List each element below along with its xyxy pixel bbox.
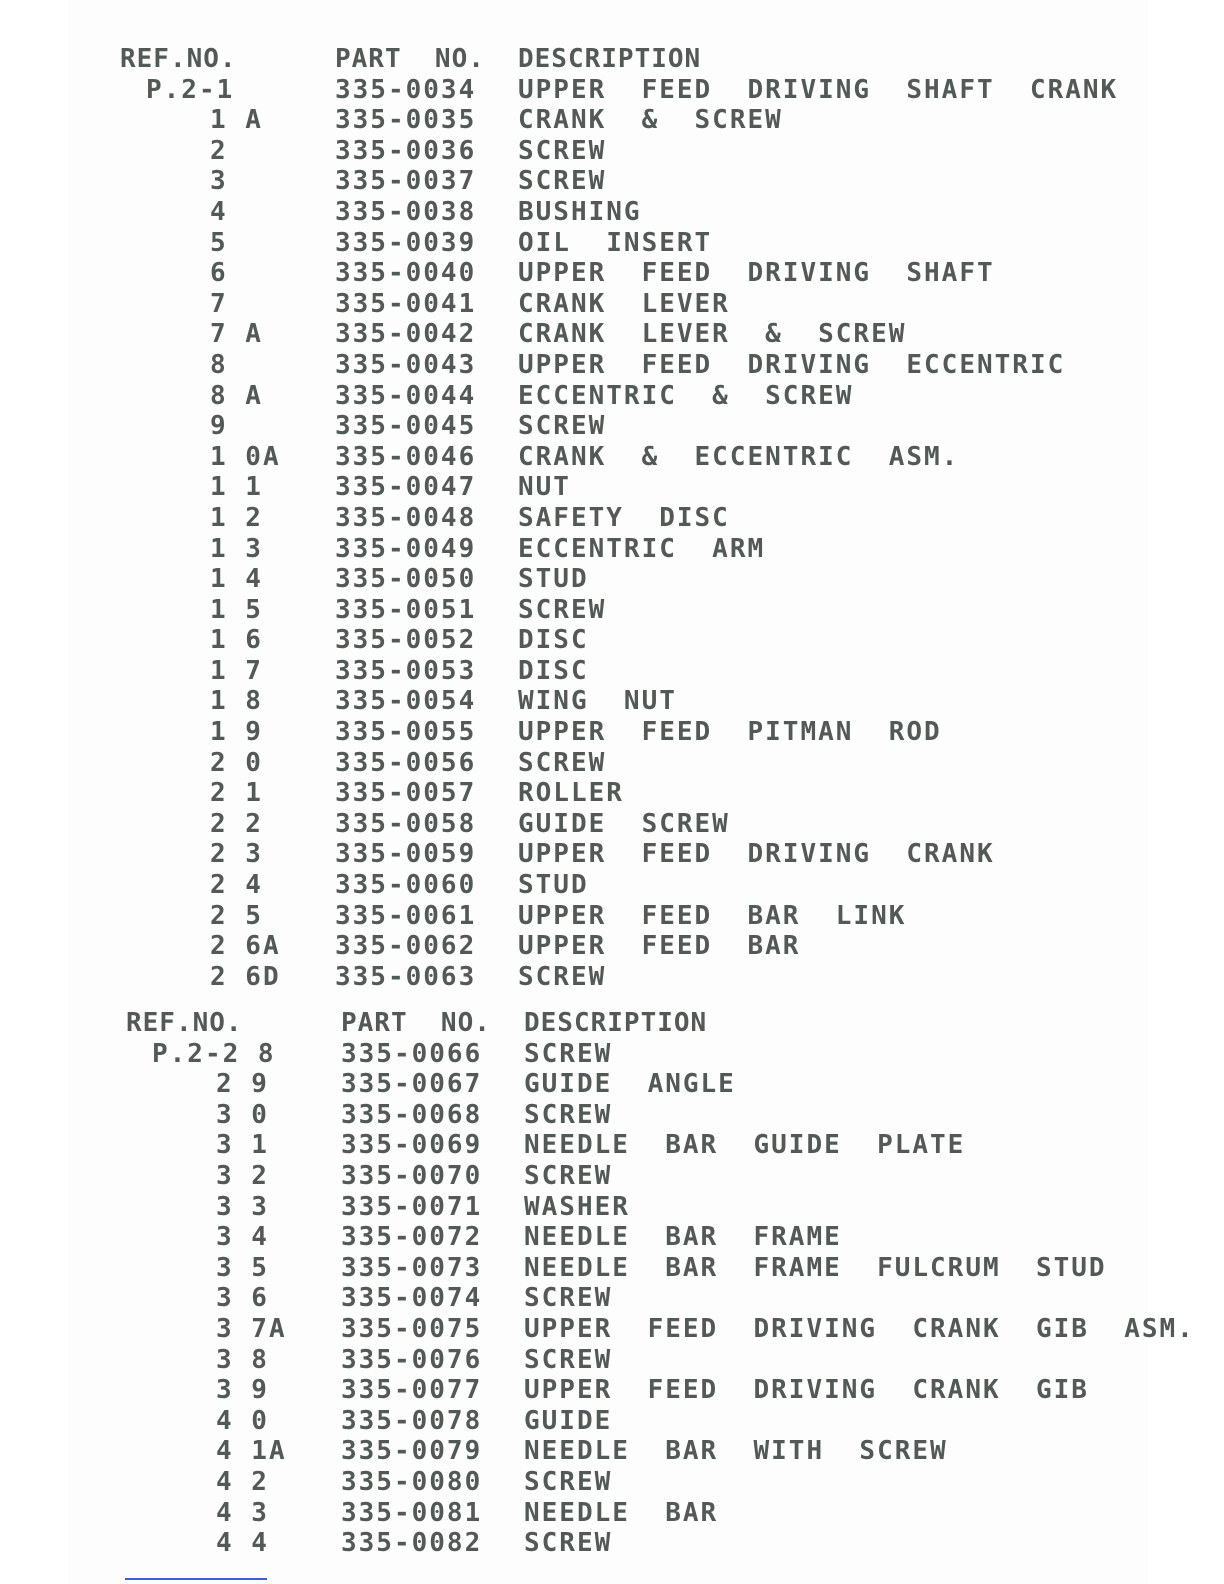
column-header-part-no: PART NO. [341,1008,491,1038]
ref-no-cell: 7 A [210,319,263,350]
table-row [120,717,1120,748]
description-cell: WING NUT [518,686,677,717]
part-no-cell: 335-0074 [341,1283,483,1314]
table-row [126,1498,1126,1529]
description-cell: SCREW [518,961,607,992]
ref-no-cell: 1 7 [210,655,263,686]
table-row [120,105,1120,136]
part-no-cell: 335-0059 [335,839,477,870]
part-no-cell: 335-0072 [341,1222,483,1253]
ref-no-cell: 2 2 [210,808,263,839]
part-no-cell: 335-0053 [335,655,477,686]
table-row [126,1100,1126,1131]
table-row [120,442,1120,473]
part-no-cell: 335-0078 [341,1405,483,1436]
table-row [126,1406,1126,1437]
table-row [126,1283,1126,1314]
ref-no-cell: 3 4 [216,1222,269,1253]
part-no-cell: 335-0063 [335,961,477,992]
description-cell: UPPER FEED BAR [518,931,801,962]
part-no-cell: 335-0054 [335,686,477,717]
ref-no-cell: 1 A [210,105,263,136]
ref-no-cell: 3 7A [216,1313,287,1344]
ref-no-cell: 2 1 [210,778,263,809]
part-no-cell: 335-0036 [335,135,477,166]
table-row [120,350,1120,381]
column-header-part-no: PART NO. [335,44,485,74]
table-row [120,75,1120,106]
ref-no-cell: P.2-2 8 [152,1038,276,1069]
part-no-cell: 335-0041 [335,288,477,319]
part-no-cell: 335-0052 [335,625,477,656]
ref-no-cell: 3 0 [216,1099,269,1130]
table-row [120,564,1120,595]
column-header-description: DESCRIPTION [524,1008,708,1038]
description-cell: UPPER FEED DRIVING CRANK GIB [524,1375,1089,1406]
description-cell: UPPER FEED DRIVING SHAFT CRANK [518,74,1119,105]
part-no-cell: 335-0038 [335,196,477,227]
part-no-cell: 335-0066 [341,1038,483,1069]
ref-no-cell: 1 4 [210,564,263,595]
table-row [126,1161,1126,1192]
part-no-cell: 335-0042 [335,319,477,350]
ref-no-cell: 1 2 [210,502,263,533]
table-row [126,1222,1126,1253]
table-row [126,1467,1126,1498]
table-row [120,503,1120,534]
table-row [120,411,1120,442]
ref-no-cell: 8 A [210,380,263,411]
column-header-ref-no: REF.NO. [120,44,237,74]
ref-no-cell: 3 8 [216,1344,269,1375]
table-row [120,197,1120,228]
table-row [120,472,1120,503]
ref-no-cell: 2 0 [210,747,263,778]
ref-no-cell: 2 3 [210,839,263,870]
column-header-description: DESCRIPTION [518,44,702,74]
part-no-cell: 335-0035 [335,105,477,136]
description-cell: CRANK & SCREW [518,105,783,136]
ref-no-cell: 2 9 [216,1069,269,1100]
description-cell: CRANK LEVER & SCREW [518,319,907,350]
part-no-cell: 335-0082 [341,1528,483,1559]
ref-no-cell: 2 6D [210,961,281,992]
ref-no-cell: 9 [210,411,228,442]
part-no-cell: 335-0037 [335,166,477,197]
table-row [120,166,1120,197]
ref-no-cell: 3 5 [216,1252,269,1283]
part-no-cell: 335-0071 [341,1191,483,1222]
ref-no-cell: 1 3 [210,533,263,564]
description-cell: SCREW [524,1344,613,1375]
description-cell: CRANK LEVER [518,288,730,319]
ref-no-cell: 7 [210,288,228,319]
description-cell: NEEDLE BAR FRAME [524,1222,842,1253]
description-cell: SCREW [524,1160,613,1191]
ref-no-cell: 1 5 [210,594,263,625]
description-cell: NEEDLE BAR FRAME FULCRUM STUD [524,1252,1107,1283]
table-row [120,686,1120,717]
table-header [126,1008,1126,1039]
description-cell: DISC [518,625,589,656]
parts-table-section-2 [126,1008,1195,1559]
part-no-cell: 335-0050 [335,564,477,595]
ref-no-cell: 3 9 [216,1375,269,1406]
part-no-cell: 335-0049 [335,533,477,564]
description-cell: ECCENTRIC & SCREW [518,380,854,411]
description-cell: WASHER [524,1191,630,1222]
table-row [126,1069,1126,1100]
description-cell: NEEDLE BAR WITH SCREW [524,1436,948,1467]
table-row [126,1528,1126,1559]
table-row [126,1313,1195,1345]
description-cell: SCREW [518,594,607,625]
ref-no-cell: 1 1 [210,472,263,503]
table-row [126,1192,1126,1223]
part-no-cell: 335-0040 [335,258,477,289]
ref-no-cell: 4 [210,196,228,227]
table-header [120,44,1120,75]
description-cell: SCREW [518,747,607,778]
part-no-cell: 335-0073 [341,1252,483,1283]
description-cell: NEEDLE BAR [524,1497,719,1528]
ref-no-cell: 3 [210,166,228,197]
part-no-cell: 335-0056 [335,747,477,778]
part-no-cell: 335-0081 [341,1497,483,1528]
description-cell: BUSHING [518,196,642,227]
part-no-cell: 335-0079 [341,1436,483,1467]
part-no-cell: 335-0067 [341,1069,483,1100]
table-row [126,1436,1126,1467]
ref-no-cell: 2 6A [210,931,281,962]
part-no-cell: 335-0061 [335,900,477,931]
part-no-cell: 335-0055 [335,717,477,748]
part-no-cell: 335-0048 [335,502,477,533]
description-cell: SCREW [518,135,607,166]
table-row [120,839,1120,870]
table-row [120,319,1120,350]
description-cell: NEEDLE BAR GUIDE PLATE [524,1130,966,1161]
ref-no-cell: 3 1 [216,1130,269,1161]
table-row [120,901,1120,932]
column-header-ref-no: REF.NO. [126,1008,243,1038]
part-no-cell: 335-0076 [341,1344,483,1375]
description-cell: NUT [518,472,571,503]
description-cell: ROLLER [518,778,624,809]
description-cell: SCREW [524,1099,613,1130]
description-cell: CRANK & ECCENTRIC ASM. [518,441,960,472]
table-row [120,228,1120,259]
part-no-cell: 335-0044 [335,380,477,411]
ref-no-cell: 4 4 [216,1528,269,1559]
ref-no-cell: 3 2 [216,1160,269,1191]
ref-no-cell: 2 5 [210,900,263,931]
table-row [126,1253,1126,1284]
description-cell: UPPER FEED BAR LINK [518,900,907,931]
part-no-cell: 335-0045 [335,411,477,442]
part-no-cell: 335-0043 [335,349,477,380]
ref-no-cell: 4 3 [216,1497,269,1528]
ref-no-cell: P.2-1 [146,74,235,105]
description-cell: SCREW [524,1283,613,1314]
footer-rule [125,1578,267,1580]
part-no-cell: 335-0077 [341,1375,483,1406]
ref-no-cell: 3 6 [216,1283,269,1314]
part-no-cell: 335-0034 [335,74,477,105]
ref-no-cell: 2 [210,135,228,166]
description-cell: SCREW [524,1466,613,1497]
part-no-cell: 335-0069 [341,1130,483,1161]
part-no-cell: 335-0080 [341,1466,483,1497]
part-no-cell: 335-0046 [335,441,477,472]
description-cell: UPPER FEED DRIVING ECCENTRIC [518,349,1066,380]
ref-no-cell: 1 8 [210,686,263,717]
description-cell: UPPER FEED DRIVING CRANK GIB ASM. [524,1313,1195,1344]
description-cell: GUIDE ANGLE [524,1069,736,1100]
table-row [120,258,1120,289]
table-row [120,931,1120,962]
part-no-cell: 335-0057 [335,778,477,809]
part-no-cell: 335-0062 [335,931,477,962]
description-cell: OIL INSERT [518,227,713,258]
part-no-cell: 335-0060 [335,870,477,901]
ref-no-cell: 8 [210,349,228,380]
ref-no-cell: 5 [210,227,228,258]
table-row [120,534,1120,565]
description-cell: DISC [518,655,589,686]
part-no-cell: 335-0047 [335,472,477,503]
table-row [120,870,1120,901]
table-row [120,778,1120,809]
description-cell: ECCENTRIC ARM [518,533,766,564]
ref-no-cell: 3 3 [216,1191,269,1222]
ref-no-cell: 2 4 [210,870,263,901]
table-row [120,289,1120,320]
description-cell: STUD [518,564,589,595]
ref-no-cell: 1 9 [210,717,263,748]
description-cell: UPPER FEED DRIVING SHAFT [518,258,995,289]
part-no-cell: 335-0039 [335,227,477,258]
ref-no-cell: 4 1A [216,1436,287,1467]
parts-list-page [68,0,1195,1584]
table-row [120,962,1120,993]
table-row [126,1130,1126,1161]
description-cell: SCREW [524,1038,613,1069]
table-row [120,595,1120,626]
table-row [120,809,1120,840]
description-cell: UPPER FEED DRIVING CRANK [518,839,995,870]
description-cell: GUIDE SCREW [518,808,730,839]
table-row [120,748,1120,779]
description-cell: SCREW [524,1528,613,1559]
table-row [126,1375,1126,1406]
table-row [120,136,1120,167]
part-no-cell: 335-0075 [341,1313,483,1344]
table-row [120,625,1120,656]
description-cell: SCREW [518,166,607,197]
ref-no-cell: 1 6 [210,625,263,656]
description-cell: SCREW [518,411,607,442]
description-cell: GUIDE [524,1405,613,1436]
ref-no-cell: 4 0 [216,1405,269,1436]
ref-no-cell: 6 [210,258,228,289]
ref-no-cell: 4 2 [216,1466,269,1497]
parts-table-section-1 [120,44,1120,992]
table-row [120,656,1120,687]
part-no-cell: 335-0070 [341,1160,483,1191]
part-no-cell: 335-0051 [335,594,477,625]
table-row [126,1039,1126,1070]
description-cell: UPPER FEED PITMAN ROD [518,717,942,748]
table-row [126,1345,1126,1376]
part-no-cell: 335-0058 [335,808,477,839]
description-cell: STUD [518,870,589,901]
part-no-cell: 335-0068 [341,1099,483,1130]
ref-no-cell: 1 0A [210,441,281,472]
description-cell: SAFETY DISC [518,502,730,533]
table-row [120,381,1120,412]
